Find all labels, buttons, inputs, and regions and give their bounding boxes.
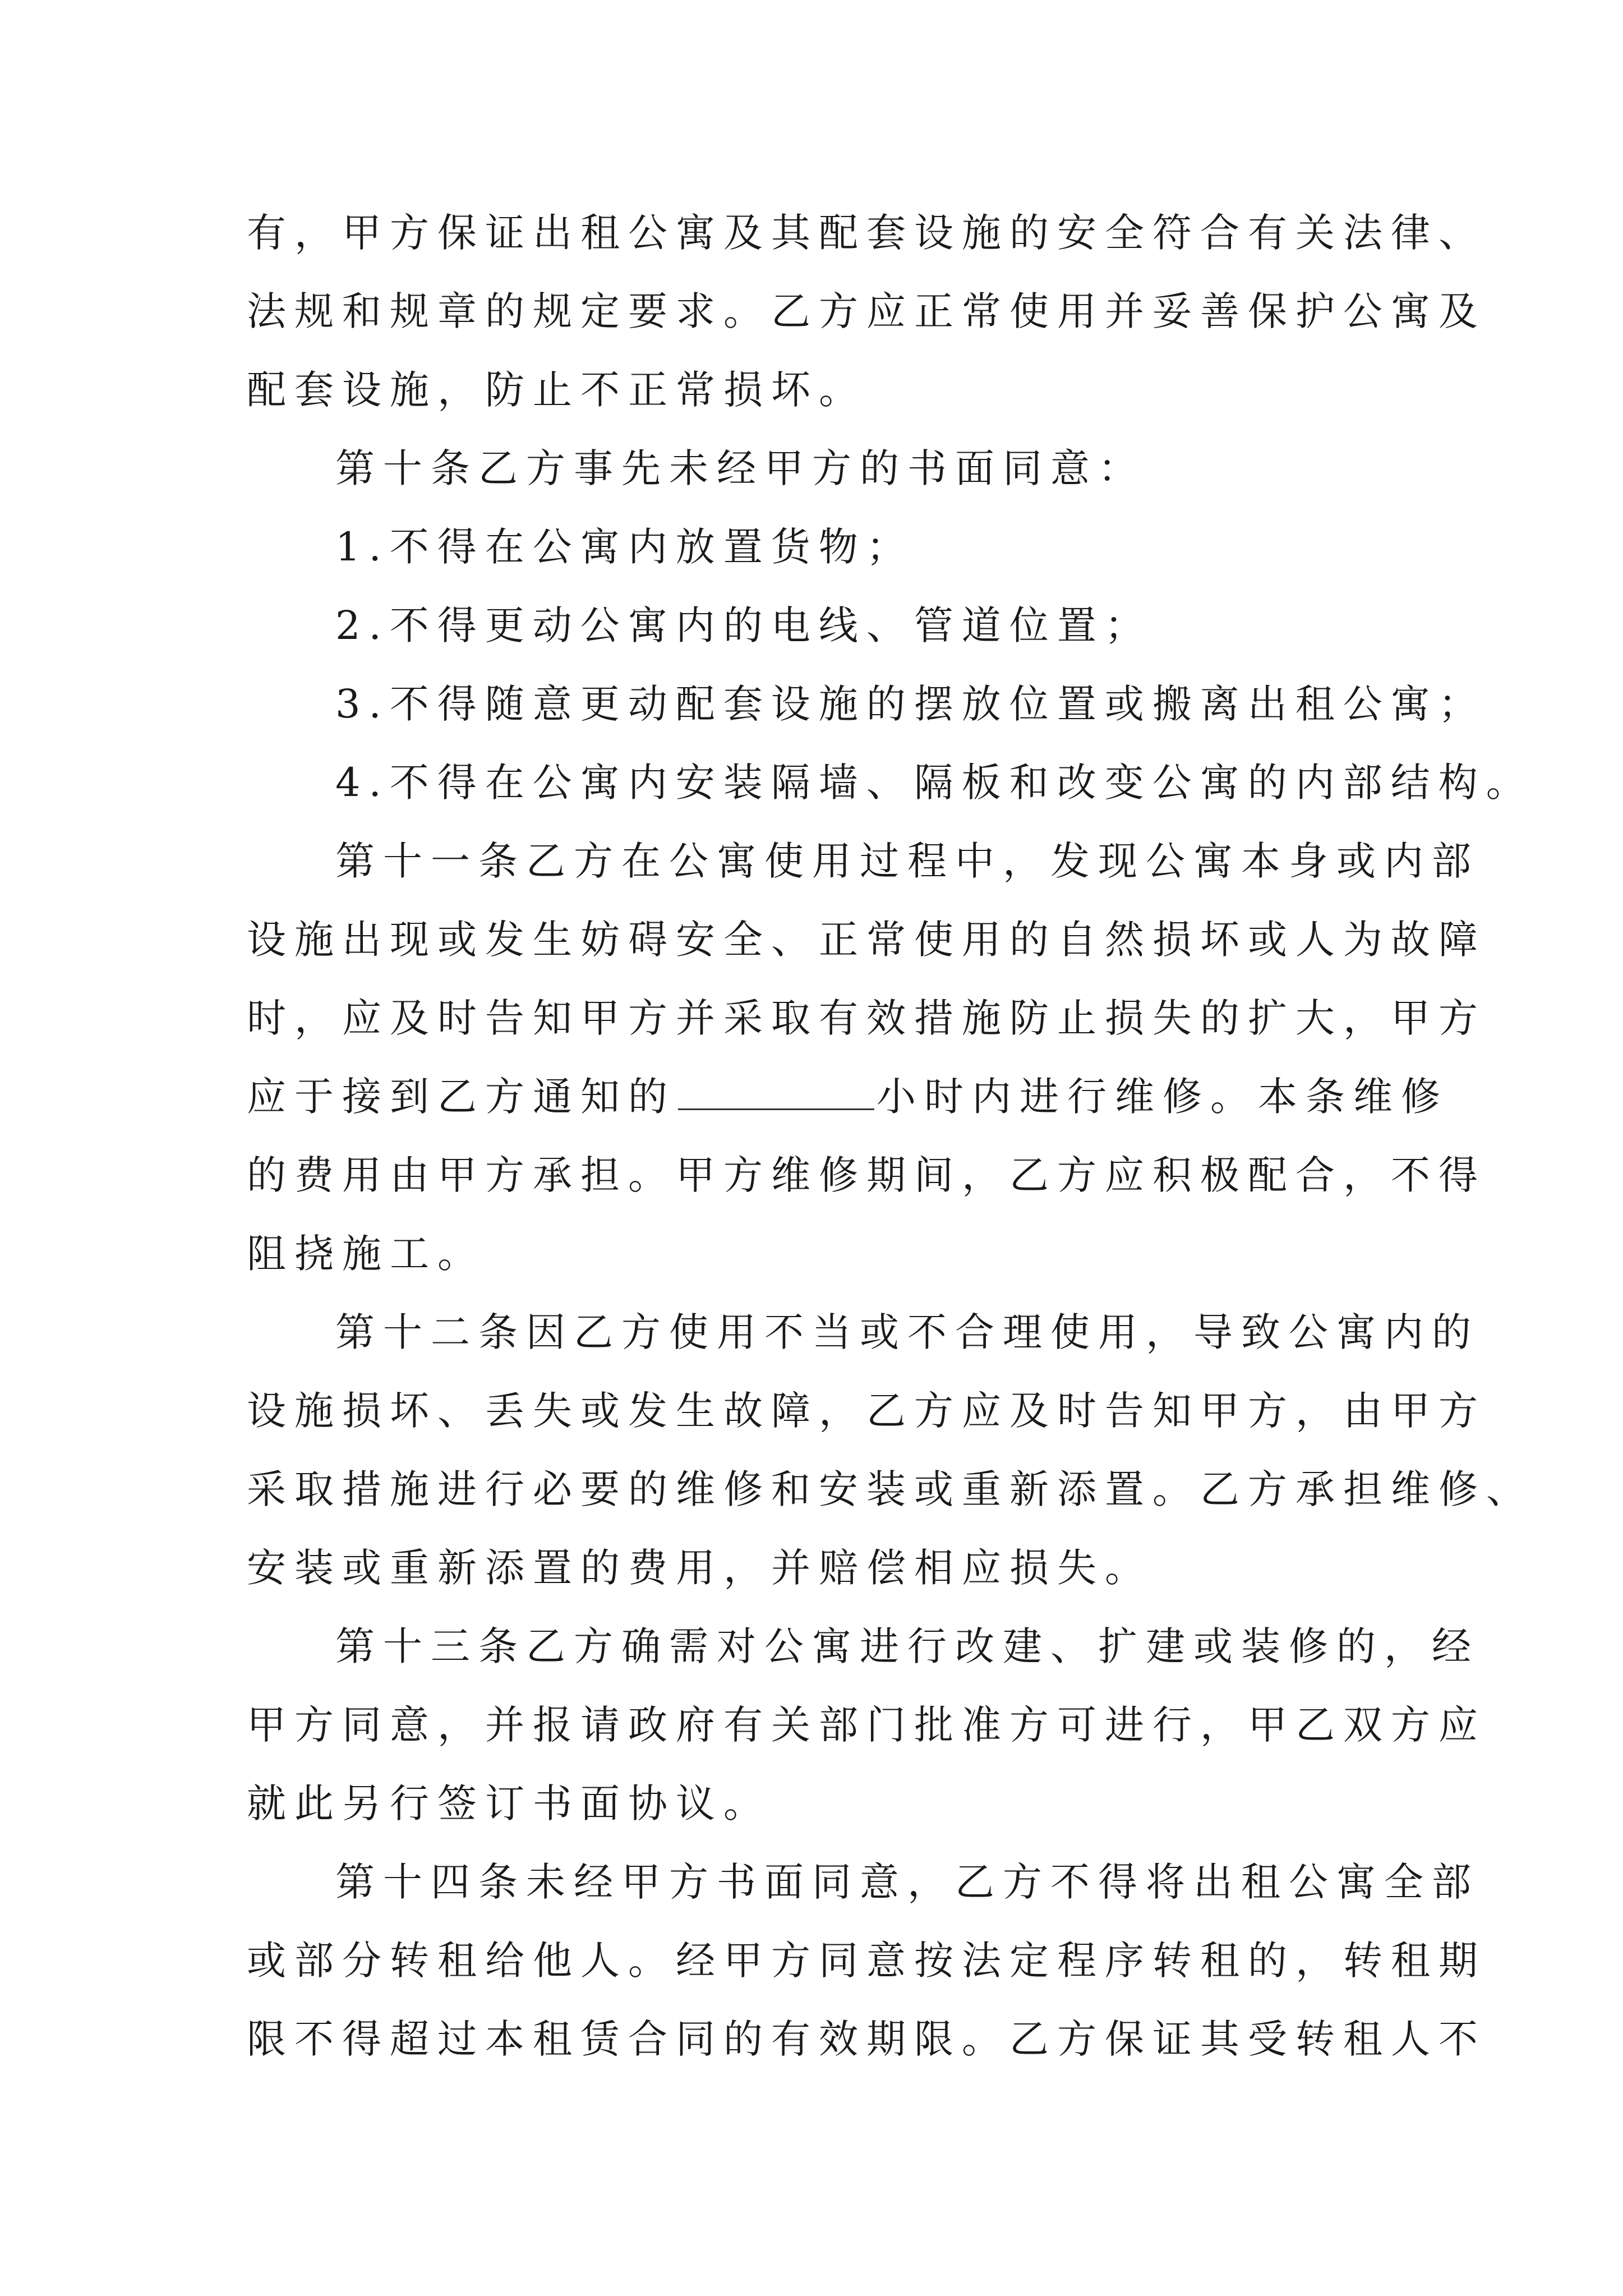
article-11-line-with-blank (247, 1069, 1449, 1125)
article-12-line: 设施损坏、丢失或发生故障，乙方应及时告知甲方，由甲方 (247, 1388, 1486, 1434)
hours-blank-field (678, 1075, 874, 1110)
article-11-line: 的费用由甲方承担。甲方维修期间，乙方应积极配合，不得 (247, 1152, 1486, 1198)
article-14-line: 或部分转租给他人。经甲方同意按法定程序转租的，转租期 (247, 1938, 1486, 1984)
article-11-line: 阻挠施工。 (247, 1231, 485, 1277)
article-11-line: 设施出现或发生妨碍安全、正常使用的自然损坏或人为故障 (247, 917, 1486, 963)
paragraph-line: 法规和规章的规定要求。乙方应正常使用并妥善保护公寓及 (247, 288, 1486, 334)
paragraph-line: 配套设施，防止不正常损坏。 (247, 367, 866, 413)
article-14-line: 限不得超过本租赁合同的有效期限。乙方保证其受转租人不 (247, 2016, 1486, 2062)
paragraph-line: 有，甲方保证出租公寓及其配套设施的安全符合有关法律、 (247, 210, 1486, 256)
article-14-line: 第十四条未经甲方书面同意，乙方不得将出租公寓全部 (335, 1859, 1479, 1905)
article-12-line: 采取措施进行必要的维修和安装或重新添置。乙方承担维修、 (247, 1466, 1534, 1512)
article-11-line: 第十一条乙方在公寓使用过程中，发现公寓本身或内部 (335, 838, 1479, 884)
article-13-line: 甲方同意，并报请政府有关部门批准方可进行，甲乙双方应 (247, 1702, 1486, 1748)
article-10-item: 4.不得在公寓内安装隔墙、隔板和改变公寓的内部结构。 (335, 760, 1534, 806)
article-13-line: 就此另行签订书面协议。 (247, 1780, 771, 1826)
article-11-text-after-blank: 小时内进行维修。本条维修 (877, 1074, 1449, 1120)
article-10-item: 2.不得更动公寓内的电线、管道位置； (335, 602, 1152, 648)
article-10-heading: 第十条乙方事先未经甲方的书面同意： (335, 445, 1146, 491)
article-11-line: 时，应及时告知甲方并采取有效措施防止损失的扩大，甲方 (247, 995, 1486, 1041)
article-10-item: 3.不得随意更动配套设施的摆放位置或搬离出租公寓； (335, 681, 1486, 727)
article-11-text-before-blank: 应于接到乙方通知的 (247, 1074, 676, 1120)
article-13-line: 第十三条乙方确需对公寓进行改建、扩建或装修的，经 (335, 1623, 1479, 1669)
article-12-line: 安装或重新添置的费用，并赔偿相应损失。 (247, 1545, 1152, 1591)
article-12-line: 第十二条因乙方使用不当或不合理使用，导致公寓内的 (335, 1309, 1479, 1355)
article-10-item: 1.不得在公寓内放置货物； (335, 524, 914, 570)
